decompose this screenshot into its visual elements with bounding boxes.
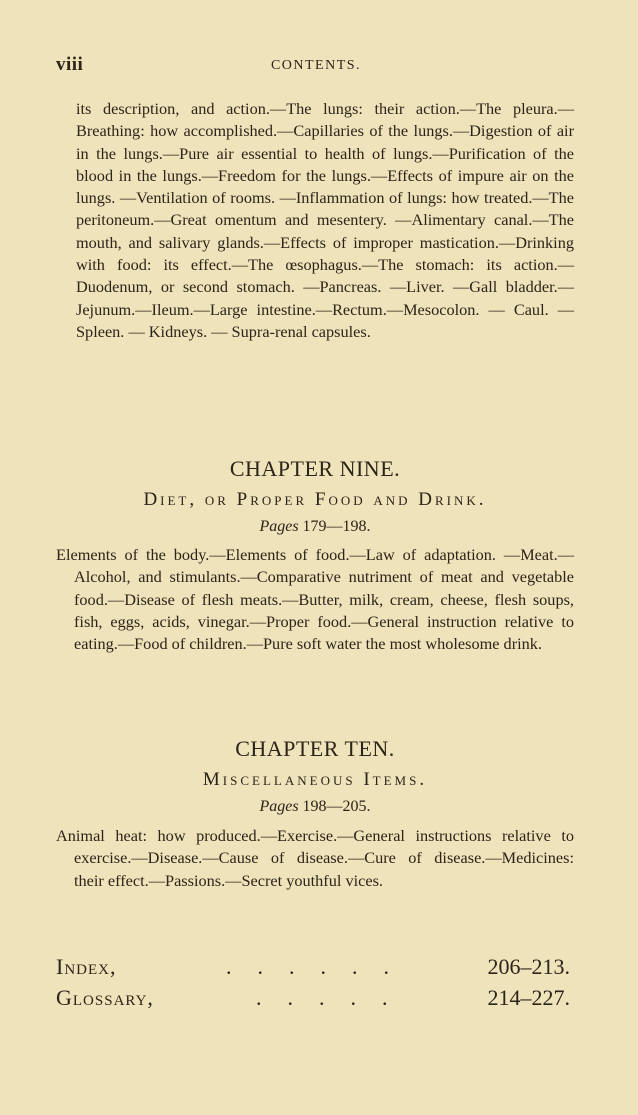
chapter-nine-summary: Elements of the body.—Elements of food.—Law of adaptation. —Meat.—Alcohol, and stimulants.—Comparative nutriment of meat and vegetable food.—Disease of flesh meats.—Butter, milk, cream, cheese, flesh soups, fish, eggs, acids, vinegar.—Proper food.—General instruction relative to eating.—Food of children.—Pure soft water the most wholesome drink. (56, 545, 574, 654)
chapter-nine-pages (56, 518, 574, 536)
toc-pages: 214–227. (487, 985, 570, 1010)
toc-label: Index, (56, 954, 117, 979)
page-header (56, 54, 576, 82)
pages-range: 179—198. (302, 518, 371, 535)
pages-range: 198—205. (302, 798, 371, 815)
running-head: CONTENTS. (270, 58, 362, 73)
continued-contents-text: its description, and action.—The lungs: their action.—The pleura.—Breathing: how accomplished.—Capillaries of the lungs.—Digestion of air in the lungs.—Pure air essential to health of lungs.—Purification of the blood in the lungs.—Freedom for the lungs.—Effects of impure air on the lungs. —Ventilation of rooms. —Inflammation of lungs: how treated.—The peritoneum.—Great omentum and mesentery. —Alimentary canal.—The mouth, and salivary glands.—Effects of improper mastication.—Drinking with food: its effect.—The œsophagus.—The stomach: its action.—Duodenum, or second stomach. —Pancreas. —Liver. —Gall bladder.—Jejunum.—Ileum.—Large intestine.—Rectum.—Mesocolon. — Caul. — Spleen. — Kidneys. — Supra-renal capsules. (76, 99, 574, 341)
chapter-ten-title: CHAPTER TEN. (235, 736, 395, 761)
toc-label: Glossary, (56, 985, 154, 1010)
chapter-nine-subtitle: Diet, or Proper Food and Drink. (143, 489, 487, 510)
toc-pages: 206–213. (487, 954, 570, 979)
chapter-ten-subtitle: Miscellaneous Items. (202, 769, 428, 790)
chapter-ten-summary: Animal heat: how produced.—Exercise.—General instructions relative to exercise.—Disease.—Cause of disease.—Cure of disease.—Medicines: their effect.—Passions.—Secret youthful vices. (56, 826, 574, 890)
pages-label: Pages (259, 798, 299, 815)
toc-leader-dots: ..... (256, 985, 414, 1010)
pages-label: Pages (259, 518, 299, 535)
toc-row-index (56, 954, 574, 984)
chapter-ten-pages (56, 798, 574, 816)
toc-leader-dots: ...... (226, 954, 415, 979)
page-number: viii (56, 54, 84, 75)
chapter-nine-title: CHAPTER NINE. (229, 456, 401, 481)
toc-row-glossary (56, 985, 574, 1015)
